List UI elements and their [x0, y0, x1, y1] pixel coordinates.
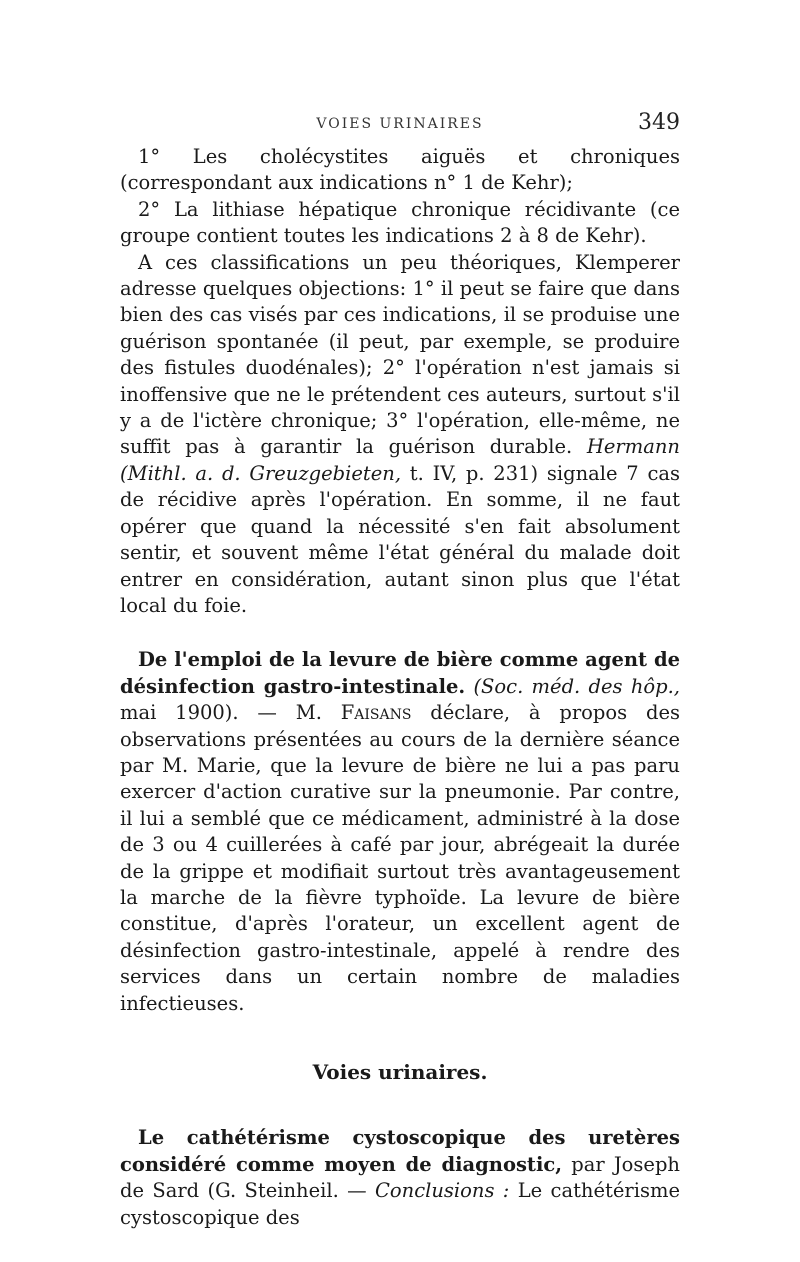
paragraph-klemperer [120, 250, 680, 620]
article-catheterisme-conclusions-label: Conclusions : [374, 1179, 510, 1203]
paragraph-indication-2: 2° La lithiase hépatique chronique récidivante (ce groupe contient toutes les indications 2 à 8 de Kehr). [120, 197, 680, 248]
article-catheterisme-byline: par Joseph de Sard (G. Steinheil. — [120, 1152, 680, 1203]
article-levure-heading: De l'emploi de la levure de bière comme agent de désinfection gastro-intestinale. [120, 648, 680, 698]
paragraph-indication-1: 1° Les cholécystites aiguës et chroniques (correspondant aux indications n° 1 de Kehr); [120, 145, 680, 195]
klemperer-text-end: t. IV, p. 231) signale 7 cas de récidive après l'opération. En somme, il ne faut opérer que quand la nécessité s'en fait absolument sentir, et souvent même l'état général du malade doit entrer en considération, autant sinon plus que l'état local du foie. [120, 461, 681, 617]
running-head: VOIES URINAIRES [316, 116, 484, 132]
page-number: 349 [638, 110, 680, 135]
klemperer-text: A ces classifications un peu théoriques, Klemperer adresse quelques objections: 1° il peut se faire que dans bien des cas visés par ces indications, il se produise une guérison spontanée (il peut, par exemple, se produire des fistules duodénales); 2° l'opération n'est jamais si inoffensive que ne le prétendent ces auteurs, surtout s'il y a de l'ictère chronique; 3° l'opération, elle-même, ne suffit pas à garantir la guérison durable. [120, 250, 680, 459]
article-levure [120, 647, 680, 1017]
article-levure-date: mai 1900). — [120, 701, 296, 725]
citation-hermann: Hermann (Mithl. a. d. Greuzgebieten, [120, 435, 680, 485]
section-title: Voies urinaires. [312, 1060, 488, 1084]
article-catheterisme-body: Le cathétérisme cystoscopique des [120, 1179, 680, 1229]
page-header [120, 110, 680, 144]
book-page [120, 110, 680, 1231]
article-catheterisme [120, 1125, 680, 1231]
article-catheterisme-heading: Le cathétérisme cystoscopique des uretères considéré comme moyen de diagnostic, [120, 1126, 680, 1176]
article-levure-author: M. Faisans [295, 701, 412, 725]
article-levure-body: déclare, à propos des observations présentées au cours de la dernière séance par M. Marie, que la levure de bière ne lui a pas paru exercer d'action curative sur la pneumonie. Par contre, il lui a semblé que ce médicament, administré à la dose de 3 ou 4 cuillerées à café par jour, abrégeait la durée de la grippe et modifiait surtout très avantageusement la marche de la fièvre typhoïde. La levure de bière constitue, d'après l'orateur, un excellent agent de désinfection gastro-intestinale, appelé à rendre des services dans un certain nombre de maladies infectieuses. [120, 701, 680, 1015]
article-levure-source: (Soc. méd. des hôp., [473, 674, 681, 698]
